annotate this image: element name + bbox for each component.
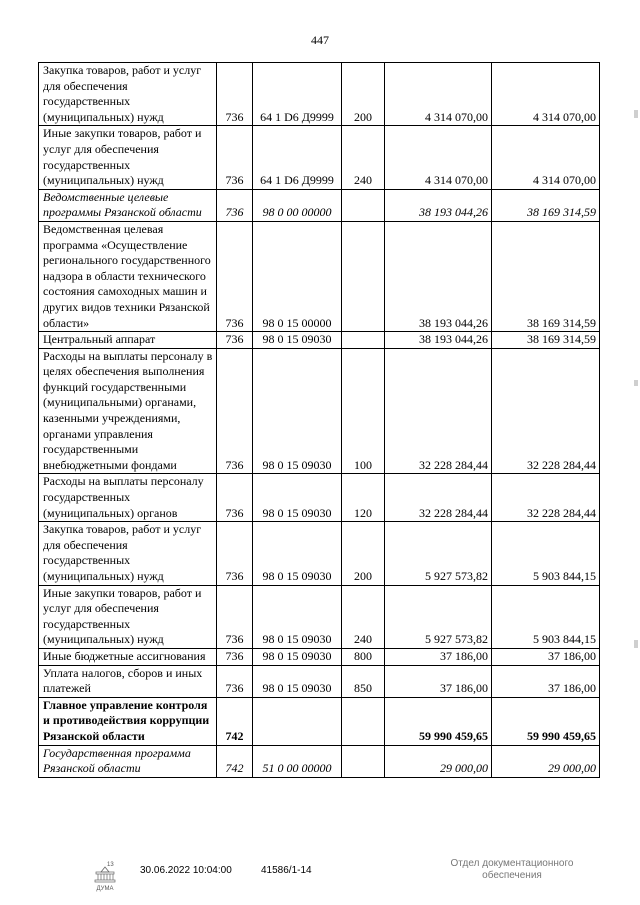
footer <box>0 858 640 898</box>
row-sum-2: 29 000,00 <box>492 745 600 777</box>
row-sum-1: 5 927 573,82 <box>385 585 492 648</box>
row-name: Иные закупки товаров, работ и услуг для обеспечения государственных (муниципальных) нужд <box>39 585 217 648</box>
row-expense-type: 120 <box>342 474 385 522</box>
row-expense-type: 200 <box>342 63 385 126</box>
budget-table <box>38 62 600 778</box>
row-target-article: 98 0 00 00000 <box>253 189 342 221</box>
row-sum-1: 29 000,00 <box>385 745 492 777</box>
row-sum-2: 4 314 070,00 <box>492 63 600 126</box>
table-row <box>39 648 600 665</box>
row-sum-1: 38 193 044,26 <box>385 221 492 331</box>
row-name: Иные закупки товаров, работ и услуг для обеспечения государственных (муниципальных) нужд <box>39 126 217 189</box>
table-row <box>39 189 600 221</box>
row-ved-code: 736 <box>217 332 253 349</box>
table-row <box>39 697 600 745</box>
row-sum-2: 37 186,00 <box>492 665 600 697</box>
row-sum-2: 32 228 284,44 <box>492 474 600 522</box>
stamp-date: 30.06.2022 10:04:00 <box>140 865 232 876</box>
table-row <box>39 474 600 522</box>
table-row <box>39 332 600 349</box>
row-target-article: 98 0 15 00000 <box>253 221 342 331</box>
row-name: Центральный аппарат <box>39 332 217 349</box>
row-sum-1: 5 927 573,82 <box>385 522 492 585</box>
row-name: Расходы на выплаты персоналу государственных (муниципальных) органов <box>39 474 217 522</box>
row-sum-1: 38 193 044,26 <box>385 189 492 221</box>
row-sum-1: 4 314 070,00 <box>385 126 492 189</box>
row-name: Закупка товаров, работ и услуг для обеспечения государственных (муниципальных) нужд <box>39 522 217 585</box>
department-line-2: обеспечения <box>482 870 542 881</box>
row-name: Уплата налогов, сборов и иных платежей <box>39 665 217 697</box>
table-row <box>39 745 600 777</box>
row-ved-code: 736 <box>217 648 253 665</box>
row-expense-type: 100 <box>342 348 385 474</box>
row-target-article: 98 0 15 09030 <box>253 585 342 648</box>
row-ved-code: 736 <box>217 126 253 189</box>
row-sum-1: 59 990 459,65 <box>385 697 492 745</box>
row-name: Расходы на выплаты персоналу в целях обеспечения выполнения функций государственными (муниципальными) органами, казенными учреждениями, органами управления государственными внебюджетными фондами <box>39 348 217 474</box>
row-expense-type: 850 <box>342 665 385 697</box>
row-sum-1: 4 314 070,00 <box>385 63 492 126</box>
row-target-article: 98 0 15 09030 <box>253 648 342 665</box>
scan-mark <box>634 640 638 648</box>
row-name: Закупка товаров, работ и услуг для обеспечения государственных (муниципальных) нужд <box>39 63 217 126</box>
row-expense-type: 240 <box>342 585 385 648</box>
table-row <box>39 126 600 189</box>
row-ved-code: 742 <box>217 745 253 777</box>
row-name: Ведомственные целевые программы Рязанской области <box>39 189 217 221</box>
stamp-doc-number: 41586/1-14 <box>261 865 312 876</box>
scan-mark <box>634 110 638 118</box>
table-row <box>39 63 600 126</box>
row-sum-2: 59 990 459,65 <box>492 697 600 745</box>
row-expense-type <box>342 221 385 331</box>
row-ved-code: 736 <box>217 522 253 585</box>
row-sum-2: 38 169 314,59 <box>492 189 600 221</box>
duma-logo-graphic <box>88 860 122 894</box>
row-expense-type: 240 <box>342 126 385 189</box>
table-row <box>39 221 600 331</box>
department-stamp <box>437 858 587 882</box>
row-sum-1: 37 186,00 <box>385 648 492 665</box>
row-target-article <box>253 697 342 745</box>
row-ved-code: 736 <box>217 189 253 221</box>
row-sum-2: 32 228 284,44 <box>492 348 600 474</box>
row-ved-code: 736 <box>217 348 253 474</box>
table-row <box>39 348 600 474</box>
row-expense-type <box>342 332 385 349</box>
row-sum-2: 4 314 070,00 <box>492 126 600 189</box>
row-sum-1: 38 193 044,26 <box>385 332 492 349</box>
row-target-article: 98 0 15 09030 <box>253 522 342 585</box>
table-row <box>39 585 600 648</box>
row-expense-type <box>342 697 385 745</box>
row-sum-1: 32 228 284,44 <box>385 348 492 474</box>
row-sum-1: 32 228 284,44 <box>385 474 492 522</box>
row-ved-code: 736 <box>217 221 253 331</box>
row-target-article: 98 0 15 09030 <box>253 474 342 522</box>
row-sum-2: 38 169 314,59 <box>492 332 600 349</box>
page-number: 447 <box>311 33 329 47</box>
row-ved-code: 736 <box>217 585 253 648</box>
row-ved-code: 742 <box>217 697 253 745</box>
table-row <box>39 665 600 697</box>
row-sum-1: 37 186,00 <box>385 665 492 697</box>
logo-text: ДУМА <box>96 886 114 892</box>
row-expense-type <box>342 745 385 777</box>
row-name: Ведомственная целевая программа «Осуществление регионального государственного надзора в области технического состояния самоходных машин и других видов техники Рязанской области» <box>39 221 217 331</box>
table-row <box>39 522 600 585</box>
row-sum-2: 5 903 844,15 <box>492 522 600 585</box>
row-target-article: 98 0 15 09030 <box>253 348 342 474</box>
row-target-article: 51 0 00 00000 <box>253 745 342 777</box>
row-target-article: 98 0 15 09030 <box>253 665 342 697</box>
row-sum-2: 38 169 314,59 <box>492 221 600 331</box>
row-ved-code: 736 <box>217 474 253 522</box>
row-target-article: 64 1 D6 Д9999 <box>253 126 342 189</box>
scan-mark <box>634 380 638 386</box>
row-name: Государственная программа Рязанской области <box>39 745 217 777</box>
row-ved-code: 736 <box>217 63 253 126</box>
row-target-article: 98 0 15 09030 <box>253 332 342 349</box>
row-name: Иные бюджетные ассигнования <box>39 648 217 665</box>
department-line-1: Отдел документационного <box>450 858 574 869</box>
budget-table-body <box>39 63 600 778</box>
row-expense-type: 800 <box>342 648 385 665</box>
duma-building-icon <box>88 860 122 897</box>
row-ved-code: 736 <box>217 665 253 697</box>
row-expense-type <box>342 189 385 221</box>
row-expense-type: 200 <box>342 522 385 585</box>
row-name: Главное управление контроля и противодействия коррупции Рязанской области <box>39 697 217 745</box>
row-sum-2: 37 186,00 <box>492 648 600 665</box>
logo-top-text: 13 <box>107 862 114 868</box>
row-sum-2: 5 903 844,15 <box>492 585 600 648</box>
row-target-article: 64 1 D6 Д9999 <box>253 63 342 126</box>
